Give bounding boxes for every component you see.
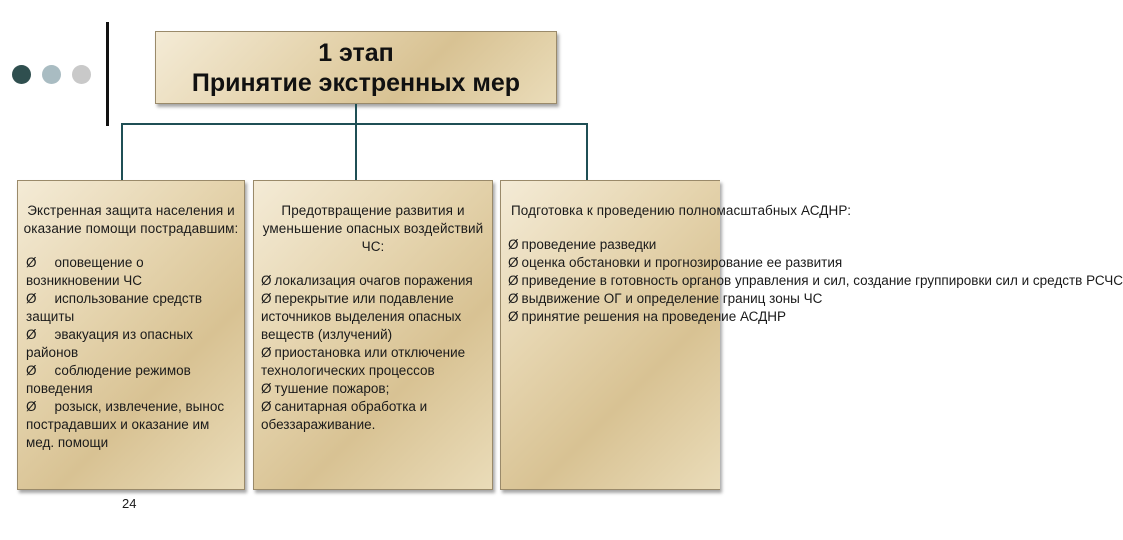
connector-header-down [355,104,357,124]
bullet-arrow-icon: Ø [26,291,37,306]
list-item: Ø локализация очагов поражения [261,273,473,288]
stage-header-box [155,31,557,104]
decor-vertical-bar [106,22,109,126]
bullet-arrow-icon: Ø [261,381,272,396]
stage-title: Принятие экстренных мер [191,69,521,97]
list-item: Ø санитарная обработка и обеззараживание. [261,399,428,432]
list-item: Ø принятие решения на проведение АСДНР [508,309,787,324]
decor-dot-dark [12,65,31,84]
bullet-arrow-icon: Ø [261,399,272,414]
list-item: Ø эвакуация из опасных районов [26,327,193,360]
list-item: Ø перекрытие или подавление источников выделения опасных веществ (излучений) [261,291,462,342]
column-prevention [253,180,493,490]
bullet-list [18,254,244,452]
connector-middle [355,123,357,180]
list-item: Ø приостановка или отключение технологических процессов [261,345,466,378]
list-item: Ø проведение разведки [508,237,657,252]
bullet-arrow-icon: Ø [508,291,519,306]
bullet-arrow-icon: Ø [26,327,37,342]
bullet-arrow-icon: Ø [508,255,519,270]
list-item: Ø соблюдение режимов поведения [26,363,191,396]
bullet-arrow-icon: Ø [261,291,272,306]
bullet-arrow-icon: Ø [261,273,272,288]
page-number: 24 [122,496,137,511]
column-title: Предотвращение развития и уменьшение опасных воздействий ЧС: [262,203,484,254]
stage-number: 1 этап [318,39,394,67]
list-item: Ø приведение в готовность органов управления и сил, создание группировки сил и средств РСЧС [508,273,1123,288]
column-emergency-protection [17,180,245,490]
connector-right [586,123,588,180]
bullet-arrow-icon: Ø [26,399,37,414]
list-item: Ø использование средств защиты [26,291,203,324]
decor-dot-grey [72,65,91,84]
decor-dot-light-blue [42,65,61,84]
list-item: Ø розыск, извлечение, вынос пострадавших и оказание им мед. помощи [26,399,225,450]
bullet-list [254,272,492,434]
bullet-arrow-icon: Ø [508,309,519,324]
column-title: Экстренная защита населения и оказание помощи пострадавшим: [23,203,239,236]
bullet-arrow-icon: Ø [508,237,519,252]
bullet-arrow-icon: Ø [261,345,272,360]
bullet-arrow-icon: Ø [26,255,37,270]
list-item: Ø оценка обстановки и прогнозирование ее развития [508,255,843,270]
column-rescue-preparation [500,180,1123,490]
bullet-arrow-icon: Ø [26,363,37,378]
list-item: Ø тушение пожаров; [261,381,390,396]
column-title: Подготовка к проведению полномасштабных АСДНР: [511,203,852,218]
list-item: Ø оповещение о возникновении ЧС [26,255,144,288]
bullet-arrow-icon: Ø [508,273,519,288]
list-item: Ø выдвижение ОГ и определение границ зоны ЧС [508,291,823,306]
connector-left [121,123,123,180]
bullet-list [501,236,1123,326]
